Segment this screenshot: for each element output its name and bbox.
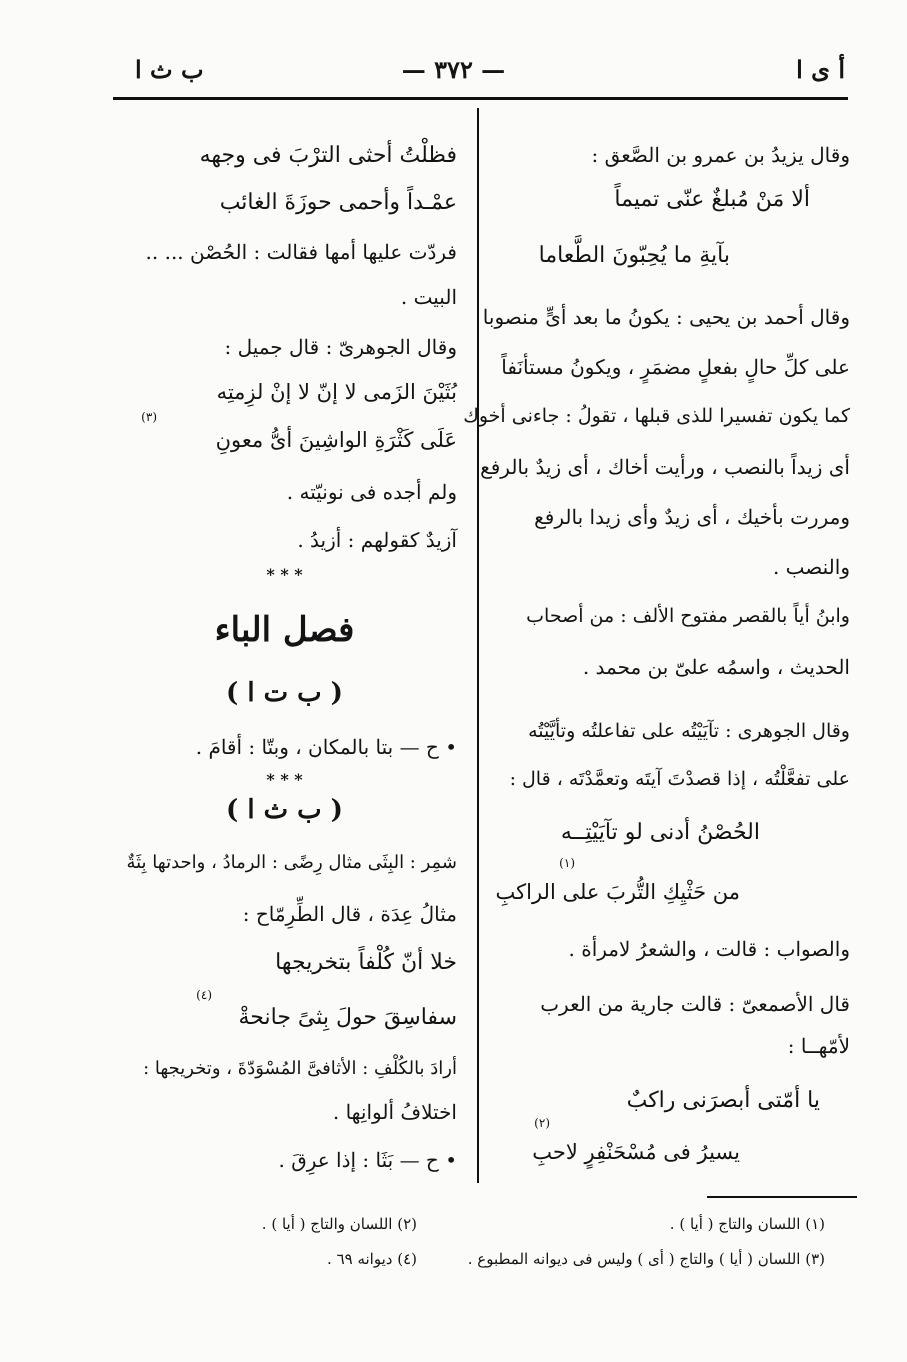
verse-line: من حَثْيِكِ التُّربَ على الراكبِ (495, 880, 740, 904)
footnote-marker: (٤) (196, 988, 212, 1002)
text-line: ولم أجده فى نونيّته . (286, 480, 457, 504)
verse-line: فظلْتُ أحثى الترْبَ فى وجهه (199, 143, 457, 168)
text-line: فردّت عليها أمها فقالت : الحُصْن ... .. (145, 240, 457, 264)
footnote-marker: (١) (559, 856, 575, 870)
section-heading: فصل الباء (214, 610, 355, 650)
text-line: وقال أحمد بن يحيى : يكونُ ما بعد أىٍّ منصوبا (482, 305, 850, 329)
verse-line: عمْـداً وأحمى حوزَةَ الغائب (219, 190, 457, 215)
text-line: البيت . (400, 285, 457, 309)
column-divider (477, 108, 479, 1183)
entry-heading: ( ب ث ا ) (226, 795, 343, 825)
text-line: قال الأصمعىّ : قالت جارية من العرب (540, 992, 850, 1016)
footnote-4: (٤) ديوانه ٦٩ . (327, 1250, 417, 1268)
header-root-entry: أ ى ا (796, 55, 845, 84)
left-column (112, 0, 457, 1190)
text-line: وقال يزيدُ بن عمرو بن الصَّعق : (591, 143, 850, 167)
section-separator: * * * (266, 565, 303, 584)
text-line: أرادَ بالكُلْفِ : الأثافىَّ المُسْوَدّةَ ، وتخريجها : (143, 1058, 457, 1079)
footnote-marker: (٢) (534, 1116, 550, 1130)
verse-line: بُثَيْنَ الزَمى لا إنّ لا إنْ لزِمتِه (216, 380, 457, 404)
verse-line: سفاسِقَ حولَ بِثىً جانحةْ (238, 1005, 457, 1030)
text-line: ومررت بأخيك ، أى زيدٌ وأى زيدا بالرفع (534, 505, 850, 529)
footnote-2: (٢) اللسان والتاج ( أيا ) . (261, 1215, 417, 1233)
text-line: وقال الجوهرى : تآيَيْتُه على تفاعلتُه وتأيَّيْتُه (528, 720, 850, 742)
footnote-1: (١) اللسان والتاج ( أيا ) . (669, 1215, 825, 1233)
right-column (463, 0, 850, 1190)
text-line: مثالُ عِدَة ، قال الطِّرِمّاح : (242, 902, 457, 926)
footnote-3: (٣) اللسان ( أيا ) والتاج ( أى ) وليس فى ديوانه المطبوع . (467, 1250, 825, 1268)
text-line: آزيدٌ كقولهم : أزيدُ . (297, 528, 457, 552)
text-line: لأمّهــا : (787, 1034, 850, 1058)
text-line: أى زيداً بالنصب ، ورأيت أخاك ، أى زيدٌ بالرفع (480, 455, 850, 479)
verse-line: الحُصْنُ أدنى لو تآيَيْتِــه (560, 820, 760, 845)
page-number: — ٣٧٢ — (401, 55, 506, 84)
verse-line: يا أمّتى أبصرَنى راكبٌ (626, 1088, 820, 1113)
text-line: الحديث ، واسمُه علىّ بن محمد . (582, 655, 850, 679)
verse-line: عَلَى كَثْرَةِ الواشِينَ أىُّ معونِ (215, 428, 457, 452)
text-line: وقال الجوهرىّ : قال جميل : (224, 335, 457, 359)
section-separator: * * * (266, 770, 303, 789)
verse-line: ألا مَنْ مُبلغٌ عنّى تميماً (614, 187, 810, 212)
verse-line: خلا أنّ كُلْفاً بتخريجها (275, 950, 457, 975)
text-line: والنصب . (772, 555, 850, 579)
text-line: وابنُ أياً بالقصر مفتوح الألف : من أصحاب (526, 605, 850, 627)
text-line: والصواب : قالت ، والشعرُ لامرأة . (568, 937, 850, 961)
text-line: كما يكون تفسيرا للذى قبلها ، تقولُ : جاءنى أخوك (463, 405, 850, 427)
text-line: شمِر : البِثَى مثال رِضًى : الرمادُ ، واحدتها بِثَةٌ (126, 852, 457, 873)
text-line: • ح — بَثَا : إذا عرِقَ . (278, 1148, 457, 1172)
text-line: على كلِّ حالٍ بفعلٍ مضمَرٍ ، ويكونُ مستأنَفاً (501, 355, 850, 379)
text-line: • ح — بتا بالمكان ، وبتّا : أقامَ . (195, 735, 457, 759)
entry-heading: ( ب ت ا ) (226, 678, 343, 708)
text-line: على تفعَّلْتُه ، إذا قصدْتَ آيتَه وتعمَّدْتَه ، قال : (509, 768, 850, 790)
verse-line: يسيرُ فى مُسْحَنْفِرٍ لاحبِ (532, 1140, 740, 1164)
verse-line: بآيةِ ما يُحِبّونَ الطَّعاما (538, 243, 730, 268)
header-next-entry: ب ث ا (135, 55, 204, 84)
footnote-marker: (٣) (141, 410, 157, 424)
text-line: اختلافُ ألوانِها . (332, 1100, 457, 1124)
footnote-rule (707, 1196, 857, 1198)
